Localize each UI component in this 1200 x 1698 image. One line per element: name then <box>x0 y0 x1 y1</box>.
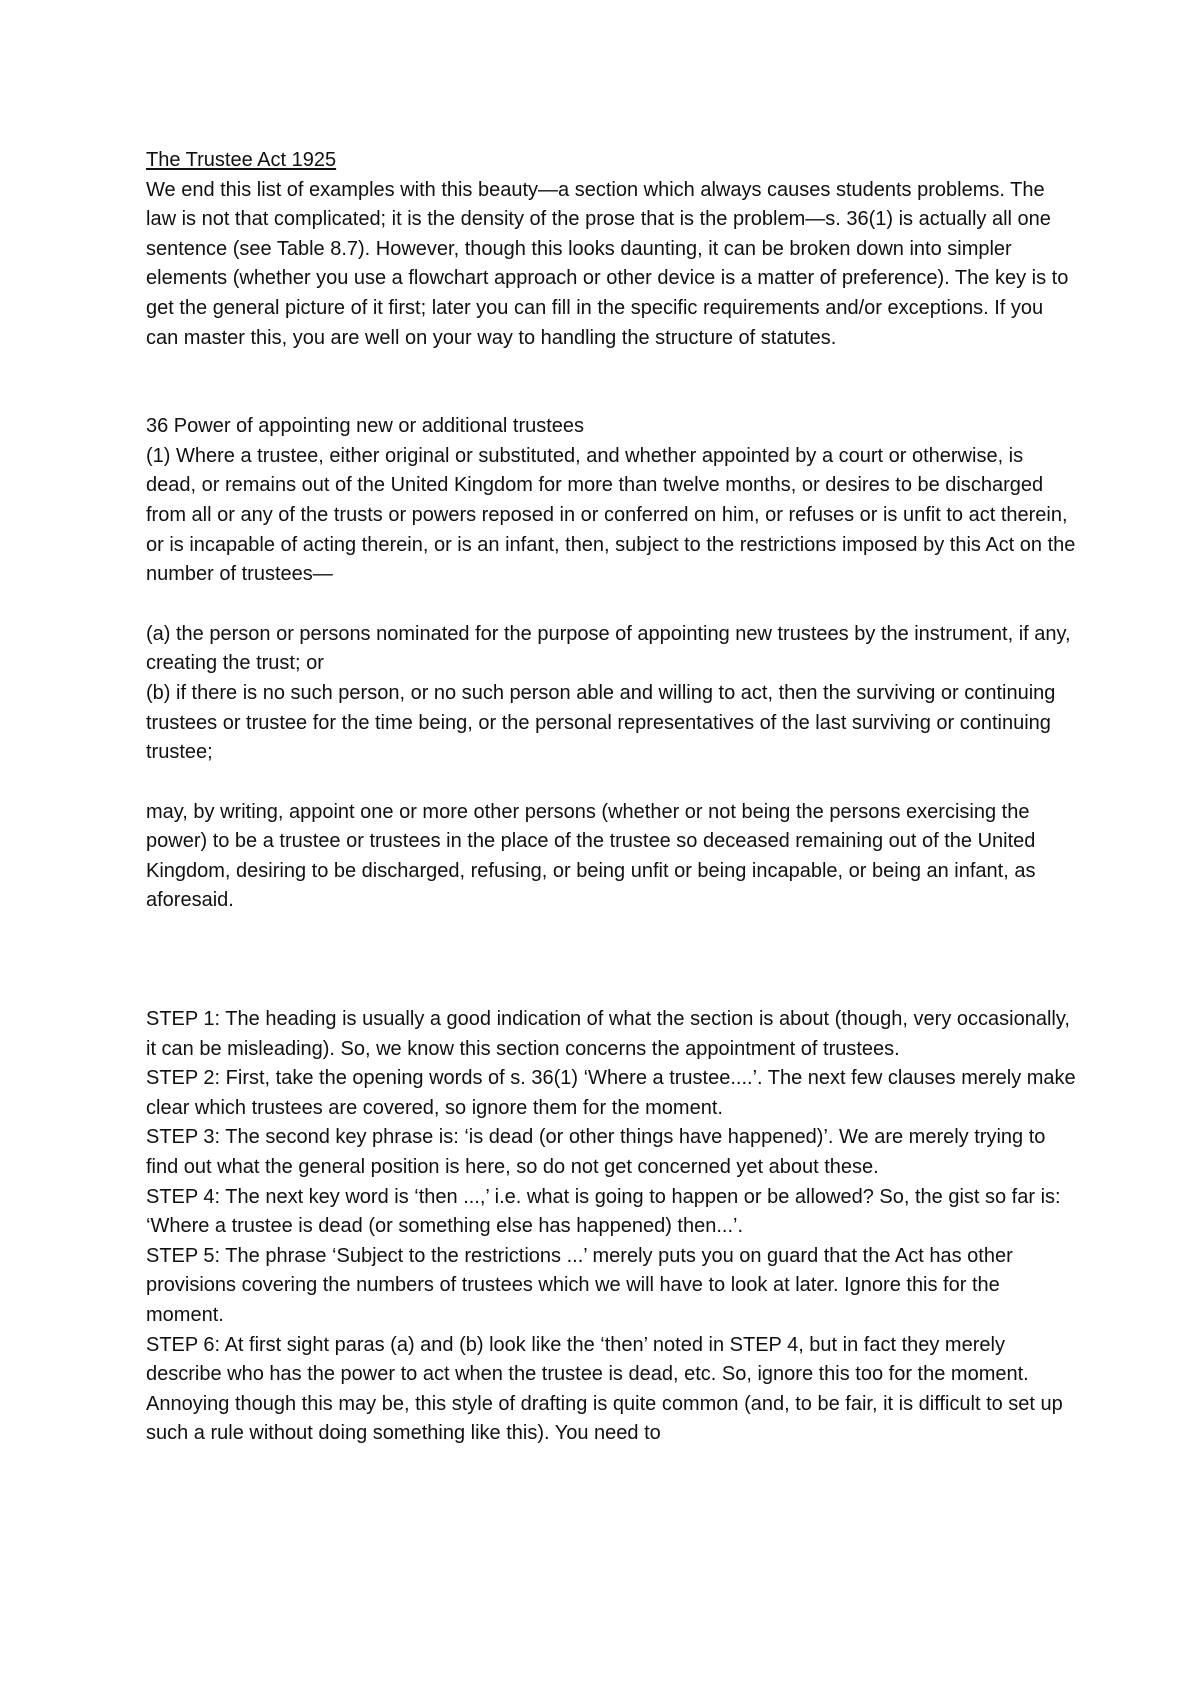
spacer <box>146 353 1076 412</box>
step-4: STEP 4: The next key word is ‘then ...,’ i.e. what is going to happen or be allowed? So, the gist so far is: ‘Where a trustee is dead (or something else has happened) then...’. <box>146 1185 1061 1238</box>
step-1: STEP 1: The heading is usually a good indication of what the section is about (though, very occasionally, it can be misleading). So, we know this section concerns the appointment of trustees. <box>146 1008 1070 1060</box>
closing-paragraph: may, by writing, appoint one or more other persons (whether or not being the persons exercising the power) to be a trustee or trustees in the place of the trustee so deceased remaining out of the United Kingdom, desiring to be discharged, refusing, or being unfit or being incapable, or being an infant, as aforesaid. <box>146 800 1036 912</box>
step-2: STEP 2: First, take the opening words of s. 36(1) ‘Where a trustee....’. The next few clauses merely make clear which trustees are covered, so ignore them for the moment. <box>146 1067 1076 1119</box>
document-body <box>146 146 1076 1449</box>
document-title: The Trustee Act 1925 <box>146 149 337 171</box>
step-3: STEP 3: The second key phrase is: ‘is dead (or other things have happened)’. We are merely trying to find out what the general position is here, so do not get concerned yet about these. <box>146 1126 1046 1179</box>
step-6: STEP 6: At first sight paras (a) and (b) look like the ‘then’ noted in STEP 4, but in fact they merely describe who has the power to act when the trustee is dead, etc. So, ignore this too for the moment. Annoying though this may be, this style of drafting is quite common (and, to be fair, it is difficult to set up such a rule without doing something like this). You need to <box>146 1333 1063 1445</box>
step-5: STEP 5: The phrase ‘Subject to the restrictions ...’ merely puts you on guard that the Act has other provisions covering the numbers of trustees which we will have to look at later. Ignore this for the moment. <box>146 1244 1013 1326</box>
paragraph-a: (a) the person or persons nominated for the purpose of appointing new trustees by the instrument, if any, creating the trust; or <box>146 622 1071 675</box>
spacer <box>146 590 1076 620</box>
subsection-1: (1) Where a trustee, either original or substituted, and whether appointed by a court or otherwise, is dead, or remains out of the United Kingdom for more than twelve months, or desires to be discharged from all or any of the trusts or powers reposed in or conferred on him, or refuses or is unfit to act therein, or is incapable of acting therein, or is an infant, then, subject to the restrictions imposed by this Act on the number of trustees— <box>146 444 1076 586</box>
spacer <box>146 768 1076 798</box>
paragraph-b: (b) if there is no such person, or no such person able and willing to act, then the surviving or continuing trustees or trustee for the time being, or the personal representatives of the last surviving or continuing trustee; <box>146 681 1056 764</box>
spacer <box>146 916 1076 1005</box>
section-heading: 36 Power of appointing new or additional trustees <box>146 415 585 438</box>
intro-paragraph: We end this list of examples with this beauty—a section which always causes students problems. The law is not that complicated; it is the density of the prose that is the problem—s. 36(1) is actually all one sentence (see Table 8.7). However, though this looks daunting, it can be broken down into simpler elements (whether you use a flowchart approach or other device is a matter of preference). The key is to get the general picture of it first; later you can fill in the specific requirements and/or exceptions. If you can master this, you are well on your way to handling the structure of statutes. <box>146 178 1069 349</box>
